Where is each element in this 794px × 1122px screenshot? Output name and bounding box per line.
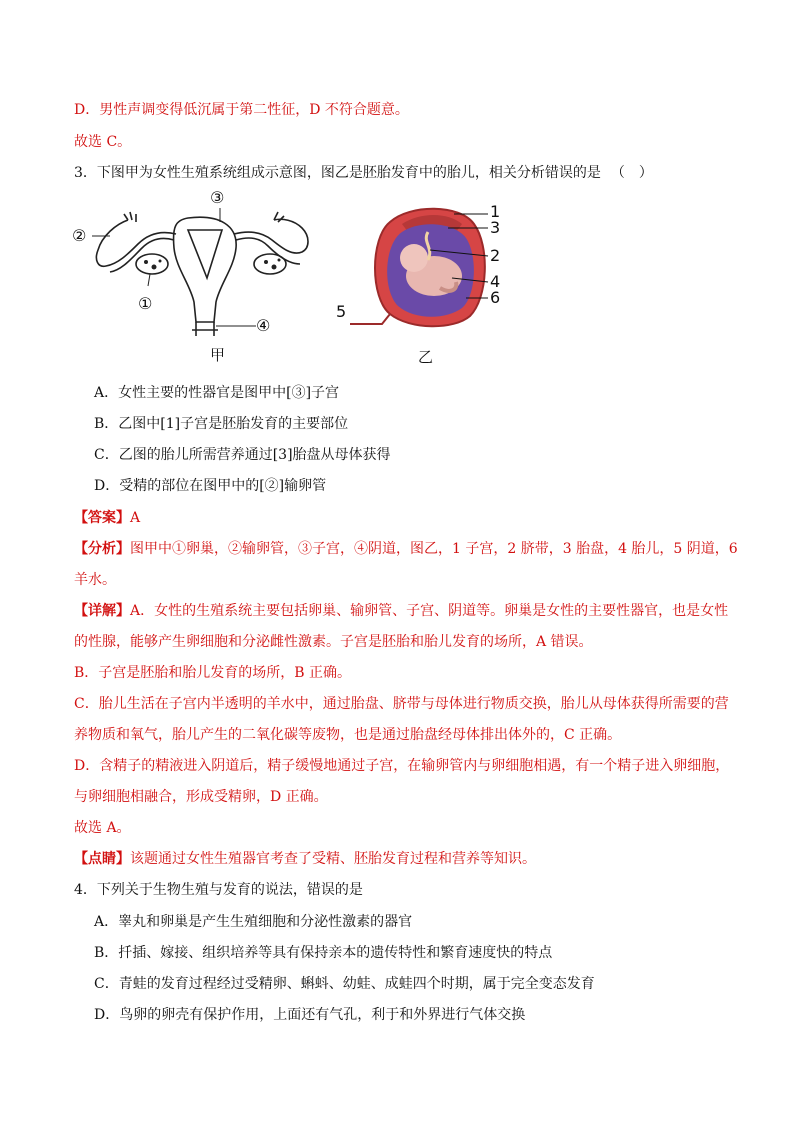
q3-comment — [74, 849, 536, 869]
q3-detail-d: D．含精子的精液进入阴道后，精子缓慢地通过子宫，在输卵管内与卵细胞相遇，有一个精子进入卵细胞， — [74, 758, 730, 774]
figure-yi-caption: 乙 — [418, 348, 434, 366]
q3-detail-a — [74, 601, 728, 621]
yi-label-4: 4 — [490, 272, 501, 291]
figure-jia — [70, 190, 310, 370]
q3-analysis-cont: 羊水。 — [74, 572, 116, 588]
figure-yi — [330, 198, 530, 373]
question-4-stem: 4．下列关于生物生殖与发育的说法，错误的是 — [74, 882, 363, 898]
q4-option-b: B．扦插、嫁接、组织培养等具有保持亲本的遗传特性和繁育速度快的特点 — [94, 945, 553, 961]
yi-label-3: 3 — [490, 218, 501, 237]
detail-a-text: A．女性的生殖系统主要包括卵巢、输卵管、子宫、阴道等。卵巢是女性的主要性器官，也是女性 — [130, 603, 729, 619]
jia-label-2: ② — [72, 226, 87, 245]
jia-label-1: ① — [138, 294, 153, 313]
analysis-text: 图甲中①卵巢，②输卵管，③子宫，④阴道，图乙，1 子宫，2 脐带，3 胎盘，4 胎儿，5 阴道，6 — [130, 541, 738, 557]
figure-jia-caption: 甲 — [210, 346, 226, 364]
question-3-stem — [74, 163, 653, 183]
q4-option-c: C．青蛙的发育过程经过受精卵、蝌蚪、幼蛙、成蛙四个时期，属于完全变态发育 — [94, 976, 595, 992]
answer-parenthesis: （ ） — [610, 165, 653, 181]
yi-label-2: 2 — [490, 246, 501, 265]
question-3-text: 3．下图甲为女性生殖系统组成示意图，图乙是胚胎发育中的胎儿，相关分析错误的是 — [74, 165, 601, 181]
q3-option-d: D．受精的部位在图甲中的[②]输卵管 — [94, 478, 327, 494]
q3-detail-b: B．子宫是胚胎和胎儿发育的场所，B 正确。 — [74, 665, 352, 681]
answer-value: A — [130, 510, 141, 526]
yi-label-5: 5 — [336, 302, 347, 321]
q3-detail-c: C．胎儿生活在子宫内半透明的羊水中，通过胎盘、脐带与母体进行物质交换，胎儿从母体获得所需要的营 — [74, 696, 729, 712]
q3-analysis — [74, 539, 738, 559]
q3-option-b: B．乙图中[1]子宫是胚胎发育的主要部位 — [94, 416, 349, 432]
jia-label-3: ③ — [210, 188, 225, 207]
q4-option-d: D．鸟卵的卵壳有保护作用，上面还有气孔，利于和外界进行气体交换 — [94, 1007, 526, 1023]
q3-option-a: A．女性主要的性器官是图甲中[③]子宫 — [94, 385, 340, 401]
comment-tag: 【点睛】 — [74, 851, 130, 867]
q3-option-c: C．乙图的胎儿所需营养通过[3]胎盘从母体获得 — [94, 447, 391, 463]
yi-label-6: 6 — [490, 288, 501, 307]
q3-detail-a-cont: 的性腺，能够产生卵细胞和分泌雌性激素。子宫是胚胎和胎儿发育的场所，A 错误。 — [74, 634, 593, 650]
q3-detail-c-cont: 养物质和氧气，胎儿产生的二氧化碳等废物，也是通过胎盘经母体排出体外的，C 正确。 — [74, 727, 622, 743]
q3-choice: 故选 A。 — [74, 820, 131, 836]
q3-answer — [74, 508, 140, 528]
answer-tag: 【答案】 — [74, 510, 130, 526]
prev-option-d-explanation: D．男性声调变得低沉属于第二性征，D 不符合题意。 — [74, 102, 409, 118]
comment-text: 该题通过女性生殖器官考查了受精、胚胎发育过程和营养等知识。 — [130, 851, 536, 867]
prev-choice: 故选 C。 — [74, 134, 132, 150]
analysis-tag: 【分析】 — [74, 541, 130, 557]
jia-label-4: ④ — [256, 316, 271, 335]
q4-option-a: A．睾丸和卵巢是产生生殖细胞和分泌性激素的器官 — [94, 914, 413, 930]
detail-tag: 【详解】 — [74, 603, 130, 619]
female-reproductive-system-diagram — [70, 190, 310, 340]
yi-label-1: 1 — [490, 202, 501, 221]
q3-detail-d-cont: 与卵细胞相融合，形成受精卵，D 正确。 — [74, 789, 328, 805]
